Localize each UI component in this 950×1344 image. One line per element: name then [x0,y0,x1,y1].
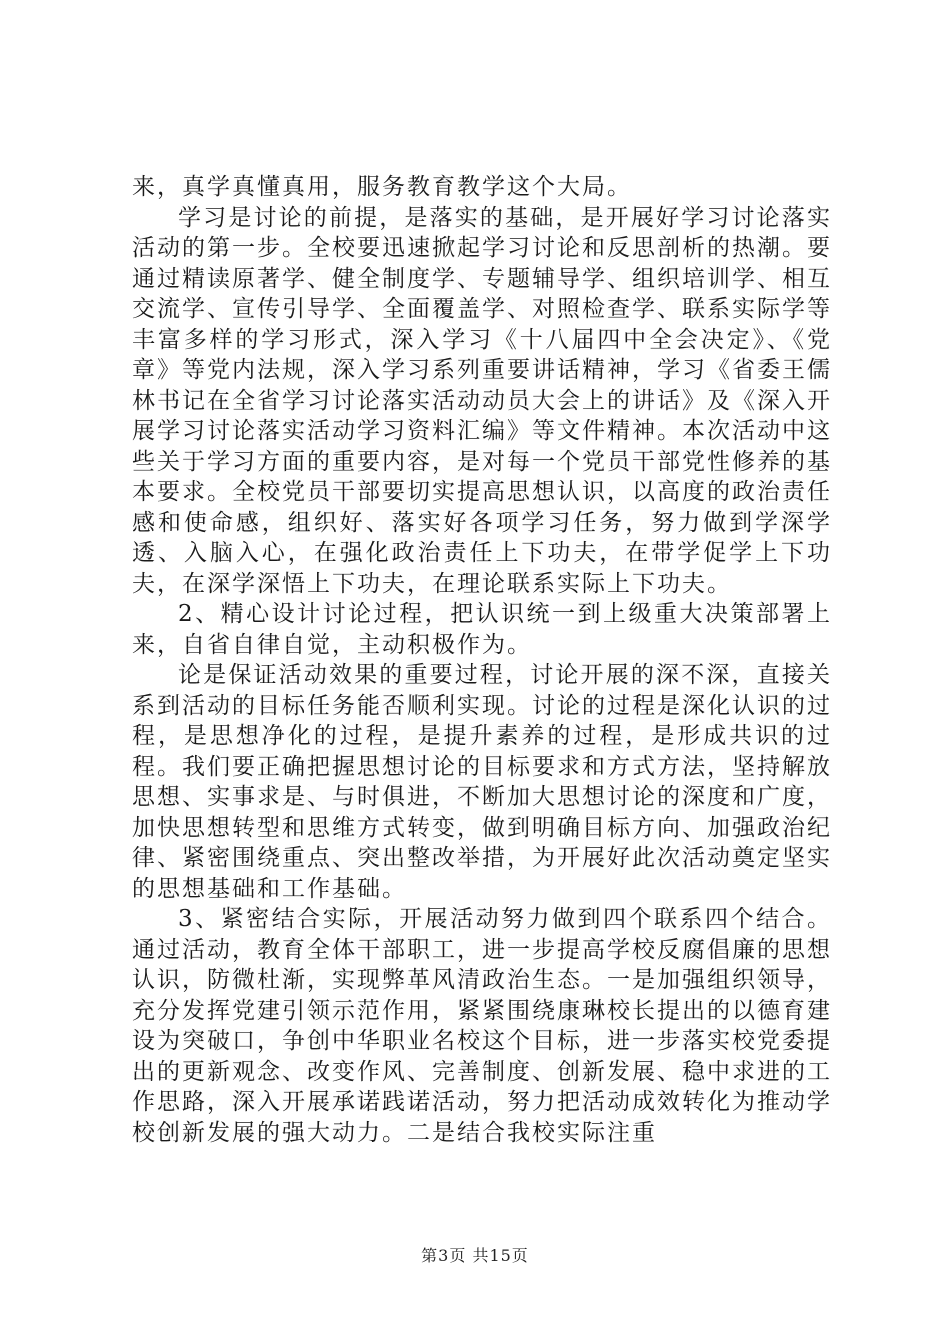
paragraph-item-2-heading: 2、精心设计讨论过程，把认识统一到上级重大决策部署上来，自省自律自觉，主动积极作为。 [132,601,832,658]
paragraph-item-3: 3、紧密结合实际，开展活动努力做到四个联系四个结合。通过活动，教育全体干部职工，进一步提高学校反腐倡廉的思想认识，防微杜渐，实现弊革风清政治生态。一是加强组织领导，充分发挥党建引领示范作用，紧紧围绕康琳校长提出的以德育建设为突破口，争创中华职业名校这个目标，进一步落实校党委提出的更新观念、改变作风、完善制度、创新发展、稳中求进的工作思路，深入开展承诺践诺活动，努力把活动成效转化为推动学校创新发展的强大动力。二是结合我校实际注重 [132,906,832,1146]
document-body [132,172,832,1148]
paragraph-study-foundation: 学习是讨论的前提，是落实的基础，是开展好学习讨论落实活动的第一步。全校要迅速掀起学习讨论和反思剖析的热潮。要通过精读原著学、健全制度学、专题辅导学、组织培训学、相互交流学、宣传引导学、全面覆盖学、对照检查学、联系实际学等丰富多样的学习形式，深入学习《十八届四中全会决定》、《党章》等党内法规，深入学习系列重要讲话精神，学习《省委王儒林书记在全省学习讨论落实活动动员大会上的讲话》及《深入开展学习讨论落实活动学习资料汇编》等文件精神。本次活动中这些关于学习方面的重要内容，是对每一个党员干部党性修养的基本要求。全校党员干部要切实提高思想认识，以高度的政治责任感和使命感，组织好、落实好各项学习任务，努力做到学深学透、入脑入心，在强化政治责任上下功夫，在带学促学上下功夫，在深学深悟上下功夫，在理论联系实际上下功夫。 [132,204,832,597]
paragraph-discussion-process: 论是保证活动效果的重要过程，讨论开展的深不深，直接关系到活动的目标任务能否顺利实现。讨论的过程是深化认识的过程，是思想净化的过程，是提升素养的过程，是形成共识的过程。我们要正确把握思想讨论的目标要求和方式方法，坚持解放思想、实事求是、与时俱进，不断加大思想讨论的深度和广度，加快思想转型和思维方式转变，做到明确目标方向、加强政治纪律、紧密围绕重点、突出整改举措，为开展好此次活动奠定坚实的思想基础和工作基础。 [132,662,832,902]
page-footer: 第3页 共15页 [421,1246,529,1265]
paragraph-continuation: 来，真学真懂真用，服务教育教学这个大局。 [132,174,632,200]
